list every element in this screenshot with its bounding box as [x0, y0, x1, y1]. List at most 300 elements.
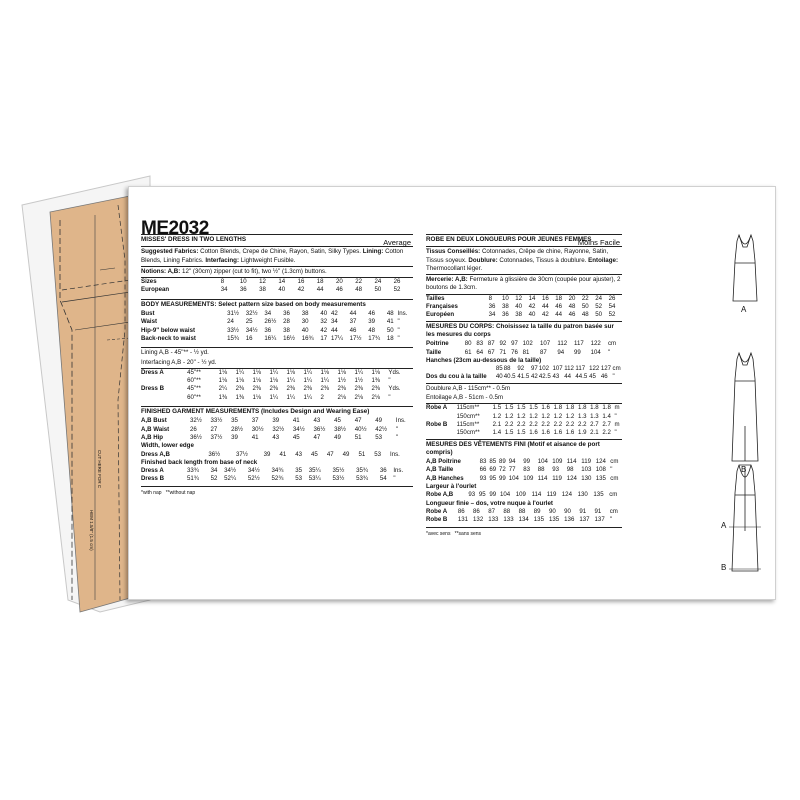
table-cell: 109 [523, 474, 534, 482]
table-cell: 93 [552, 466, 560, 474]
table-cell: 104 [590, 348, 601, 356]
table-cell: 50 [374, 286, 382, 294]
body-measurements-table-fr-2 [426, 365, 622, 382]
table-row [141, 451, 413, 459]
table-row [141, 286, 413, 294]
table-cell: 1⅛ [252, 368, 262, 376]
back-length-table-fr [426, 508, 622, 525]
row-label: Taille [426, 348, 442, 356]
row-label: A,B Waist [141, 425, 170, 433]
table-cell: 2.2 [577, 420, 587, 428]
pattern-title-fr: ROBE EN DEUX LONGUEURS POUR JEUNES FEMMES [426, 236, 592, 243]
tissue-label-cut: CUT HERE FOR C [97, 450, 102, 489]
table-cell: 93 [479, 474, 487, 482]
table-cell: 45 [292, 433, 300, 441]
table-cell: 2⅜ [235, 385, 245, 393]
table-cell: 1¼ [235, 368, 245, 376]
table-cell: 69 [489, 466, 497, 474]
table-cell: 43 [552, 373, 560, 381]
table-cell: 107 [540, 340, 551, 348]
table-cell: 12 [259, 278, 266, 286]
table-cell: 42 [297, 286, 305, 294]
table-cell: 119 [581, 458, 591, 466]
table-cell: 42.5 [538, 373, 551, 381]
table-cell: 34½ [224, 467, 237, 475]
table-row [426, 365, 622, 373]
lining-yardage-fr: Doublure A,B - 115cm** - 0.5m [426, 384, 511, 392]
table-cell: 37 [349, 318, 357, 326]
table-cell: 34½ [245, 326, 258, 334]
table-cell: 1.2 [504, 412, 514, 420]
table-cell: 45 [334, 417, 341, 425]
row-label: Robe A [426, 507, 448, 515]
table-cell: 40 [320, 310, 328, 318]
table-cell: 119 [546, 491, 557, 499]
row-label: Back-neck to waist [141, 334, 196, 342]
table-cell: 30½ [251, 425, 264, 433]
table-cell: 1.8 [602, 404, 611, 412]
table-cell: 72 [499, 466, 506, 474]
table-cell: 2.2 [541, 420, 550, 428]
table-cell: 47 [313, 433, 321, 441]
table-cell: 48 [568, 303, 576, 311]
table-cell: 32½ [189, 417, 202, 425]
table-cell: 42 [320, 326, 328, 334]
table-cell: 122 [589, 365, 600, 373]
table-cell: 135 [548, 516, 560, 524]
table-cell: 1.3 [577, 412, 587, 420]
body-measurements-table [141, 310, 413, 343]
table-cell: 124 [566, 474, 577, 482]
table-cell: cm [609, 507, 618, 515]
table-cell: 91 [594, 507, 602, 515]
technical-sketches [715, 231, 775, 591]
table-cell: 51 [358, 450, 366, 458]
table-cell: 39 [368, 318, 376, 326]
table-row [141, 335, 413, 343]
row-label [426, 429, 457, 437]
table-cell: 51¾ [186, 475, 199, 483]
back-length-label: Finished back length from base of neck [141, 458, 258, 466]
fabrics-text: Suggested Fabrics: Cotton Blends, Crepe de Chine, Rayon, Satin, Silky Types. Lining: Cotton Blends, Lining Fabrics. Interfacing: Lightweight Fusible. [141, 248, 404, 264]
table-cell: 1.5 [504, 429, 514, 437]
table-cell: " [397, 318, 400, 326]
table-cell: 1¼ [286, 393, 295, 401]
table-cell: 108 [595, 466, 606, 474]
table-cell: Ins. [390, 450, 400, 458]
table-cell: 50 [581, 303, 589, 311]
table-cell: 37½ [210, 433, 223, 441]
english-column [141, 187, 413, 497]
table-cell: 130 [577, 491, 588, 499]
table-row [426, 516, 622, 524]
table-cell: 117 [575, 365, 586, 373]
table-cell: Yds. [388, 385, 401, 393]
table-cell: " [612, 373, 615, 381]
table-cell: 36 [379, 467, 387, 475]
table-cell: 102 [538, 365, 550, 373]
table-cell: " [395, 433, 399, 441]
table-cell: 90 [548, 507, 556, 515]
table-row [141, 327, 413, 335]
table-cell: 30 [301, 318, 309, 326]
table-cell: 115cm** [456, 420, 480, 428]
table-cell: 32 [320, 318, 328, 326]
table-cell: 43 [295, 450, 303, 458]
table-cell: 16 [297, 278, 305, 286]
table-cell: 1⅛ [218, 377, 228, 385]
table-cell: 2⅜ [354, 385, 363, 393]
table-cell: 45"** [187, 368, 201, 376]
table-cell: 1.8 [577, 404, 587, 412]
table-cell: 99 [523, 458, 530, 466]
row-label: Dress B [141, 385, 165, 393]
table-row [141, 467, 413, 475]
table-row [426, 373, 622, 381]
table-cell: 40.5 [503, 373, 516, 381]
table-cell: 137 [594, 516, 605, 524]
table-cell: 16 [541, 294, 549, 302]
table-cell: 34¾ [271, 467, 284, 475]
table-cell: 92 [499, 340, 507, 348]
table-cell: 40 [301, 326, 309, 334]
table-cell: 2⅜ [286, 385, 295, 393]
table-cell: 135 [595, 474, 606, 482]
table-cell: 87 [488, 507, 496, 515]
table-cell: 1.8 [553, 404, 563, 412]
table-row [426, 458, 622, 466]
table-cell: 34 [220, 286, 228, 294]
table-cell: 1⅜ [371, 377, 380, 385]
table-cell: 2⅜ [303, 385, 312, 393]
table-cell: 1⅛ [252, 377, 262, 385]
body-measurements-title: BODY MEASUREMENTS: Select pattern size based on body measurements [141, 300, 366, 308]
table-cell: 114 [566, 458, 577, 466]
table-cell: 46 [555, 303, 563, 311]
table-cell: 114 [537, 474, 548, 482]
table-row [426, 421, 622, 429]
row-label: A,B Hanches [426, 474, 464, 482]
table-cell: 46 [336, 286, 343, 294]
table-cell: 2⅛ [354, 393, 363, 401]
table-cell: 34 [330, 318, 338, 326]
table-cell: 99 [489, 491, 497, 499]
body-measurements-title-fr: MESURES DU CORPS: Choisissez la taille du patron basée sur les mesures du corps [426, 322, 614, 338]
table-cell: 86 [473, 507, 480, 515]
row-label: A,B Poitrine [426, 458, 461, 466]
table-cell: 40 [528, 311, 536, 319]
table-cell: 41 [251, 433, 259, 441]
table-cell: Ins. [397, 310, 408, 318]
table-cell: 86 [457, 507, 465, 515]
finished-measurements-table-fr [426, 458, 622, 483]
table-cell: 1⅛ [320, 368, 329, 376]
table-cell: 135 [533, 516, 544, 524]
table-cell: 2.7 [590, 420, 599, 428]
table-row [141, 394, 413, 402]
table-cell: 17¼ [330, 334, 343, 342]
table-cell: cm [608, 340, 617, 348]
table-cell: " [614, 429, 617, 437]
table-cell: 39 [272, 417, 280, 425]
table-cell: 43 [272, 433, 280, 441]
table-cell: 47 [354, 417, 362, 425]
row-label [141, 394, 187, 402]
table-cell: 2.2 [602, 429, 611, 437]
table-cell: 34 [210, 467, 218, 475]
table-cell: 131 [457, 516, 469, 524]
table-cell: 40 [515, 303, 523, 311]
table-cell: 22 [581, 294, 589, 302]
table-row [426, 508, 622, 516]
table-cell: 18 [316, 278, 324, 286]
skill-level-fr: Moins Facile [577, 238, 620, 247]
tissue-label-hem: HEM 1.5/8" (1.5 cm) [89, 510, 94, 551]
table-cell: 2⅜ [371, 385, 380, 393]
interfacing-yardage: Interfacing A,B - 20" - ½ yd. [141, 358, 217, 366]
table-cell: 2.2 [553, 420, 563, 428]
notions-text: Notions: A,B: 12" (30cm) zipper (cut to fit), two ½" (1.3cm) buttons. [141, 267, 327, 275]
table-cell: 26 [189, 425, 197, 433]
table-cell: " [388, 377, 391, 385]
table-cell: 18 [386, 334, 394, 342]
table-row [141, 426, 413, 434]
table-cell: 54 [379, 475, 387, 483]
table-cell: 46 [368, 310, 376, 318]
interfacing-yardage-fr: Entoilage A,B - 51cm - 0.5m [426, 394, 504, 402]
table-cell: 119 [552, 474, 562, 482]
table-cell: 32½ [245, 310, 258, 318]
table-cell: 8 [220, 278, 225, 286]
table-cell: 16½ [283, 334, 295, 342]
table-cell: 42 [330, 310, 338, 318]
table-cell: 33¾ [186, 467, 199, 475]
table-cell: 1⅛ [235, 377, 245, 385]
table-cell: 26 [608, 294, 616, 302]
table-cell: 42 [528, 303, 536, 311]
table-row [141, 278, 413, 286]
table-cell: 83 [479, 458, 487, 466]
table-cell: 50 [595, 311, 603, 319]
table-cell: 17¾ [368, 334, 381, 342]
table-cell: 1.8 [590, 404, 599, 412]
table-cell: 50 [386, 326, 394, 334]
table-cell: 104 [499, 491, 511, 499]
row-label [141, 377, 187, 385]
table-cell: 92 [517, 365, 525, 373]
table-row [141, 475, 413, 483]
table-cell: 66 [479, 466, 487, 474]
table-cell: 36½ [313, 425, 326, 433]
table-cell: cm [609, 491, 618, 499]
sketch-label-back-b: B [721, 563, 727, 572]
table-cell: 135 [593, 491, 604, 499]
table-cell: 1.4 [492, 429, 502, 437]
table-cell: 52 [210, 475, 218, 483]
table-cell: 1.8 [565, 404, 575, 412]
table-cell: Ins. [395, 417, 406, 425]
yardage-table-fr [426, 404, 622, 437]
width-label-fr: Largeur à l'ourlet [426, 483, 477, 491]
table-row [426, 404, 622, 412]
table-cell: 31½ [227, 310, 240, 318]
table-cell: 1.5 [492, 404, 502, 412]
table-cell: " [610, 466, 613, 474]
table-cell: 1.2 [565, 412, 575, 420]
table-cell: 2.7 [602, 420, 611, 428]
table-cell: 104 [537, 458, 548, 466]
table-row [426, 475, 622, 483]
table-cell: 36 [239, 286, 247, 294]
table-cell: 132 [473, 516, 484, 524]
table-cell: 38 [515, 311, 523, 319]
row-label: Waist [141, 318, 158, 326]
table-cell: 40½ [354, 425, 367, 433]
table-cell: 24 [595, 294, 603, 302]
table-cell: 1⅜ [235, 393, 245, 401]
width-table-fr [426, 491, 622, 499]
table-cell: 1⅛ [218, 368, 228, 376]
table-cell: 133 [503, 516, 514, 524]
table-cell: 36½ [208, 450, 221, 458]
table-cell: 48 [386, 310, 394, 318]
french-column [426, 187, 622, 538]
table-cell: 2⅛ [371, 393, 380, 401]
table-row [426, 311, 622, 319]
table-cell: 2⅜ [337, 385, 346, 393]
table-cell: 34½ [292, 425, 305, 433]
table-cell: 99 [499, 474, 506, 482]
table-cell: 25 [245, 318, 253, 326]
row-label: Tailles [426, 294, 445, 302]
table-cell: 1.5 [529, 404, 538, 412]
table-cell: 34½ [247, 467, 260, 475]
table-cell: 44.5 [575, 373, 588, 381]
table-cell: 80 [464, 340, 472, 348]
body-measurements-table-fr [426, 340, 622, 357]
pattern-code: ME2032 [141, 218, 209, 239]
table-cell: 122 [590, 340, 601, 348]
table-cell: 36 [501, 311, 509, 319]
table-cell: 45"** [187, 385, 201, 393]
table-cell: 107 [552, 365, 563, 373]
table-cell: 95 [478, 491, 486, 499]
table-cell: 35½ [332, 467, 345, 475]
table-cell: 60"** [187, 377, 201, 385]
table-cell: 98 [566, 466, 574, 474]
table-cell: 1¼ [303, 393, 312, 401]
row-label: Robe A [426, 404, 448, 412]
table-cell: 114 [531, 491, 542, 499]
table-cell: 81 [522, 348, 530, 356]
table-cell: 1.6 [541, 429, 550, 437]
row-label: Françaises [426, 303, 458, 311]
table-row [426, 491, 622, 499]
table-cell: 45 [311, 450, 318, 458]
table-cell: 40 [495, 373, 503, 381]
table-cell: 24 [374, 278, 382, 286]
table-cell: 89 [533, 507, 541, 515]
footnote-nap: *with nap [141, 489, 162, 496]
table-cell: 150cm** [456, 429, 480, 437]
table-cell: 44 [541, 303, 549, 311]
width-label: Width, lower edge [141, 442, 194, 450]
table-cell: 88 [537, 466, 545, 474]
table-cell: " [397, 326, 400, 334]
table-cell: 18 [555, 294, 563, 302]
table-cell: 1.5 [504, 404, 514, 412]
table-cell: 28 [283, 318, 290, 326]
table-cell: m [614, 404, 620, 412]
table-cell: " [395, 425, 399, 433]
table-cell: 41 [292, 417, 300, 425]
table-cell: 49 [342, 450, 350, 458]
table-cell: 37½ [236, 450, 248, 458]
row-label: Bust [141, 310, 155, 318]
table-cell: 60"** [187, 393, 201, 401]
table-cell: 53 [375, 433, 383, 441]
table-cell: 36 [283, 310, 290, 318]
table-cell: 124 [561, 491, 572, 499]
table-cell: 37 [251, 417, 259, 425]
table-cell: 1¼ [286, 377, 295, 385]
row-label [426, 413, 457, 421]
table-cell: 16¼ [264, 334, 277, 342]
table-cell: 36 [488, 303, 496, 311]
row-label: Poitrine [426, 340, 449, 348]
table-cell: 97 [531, 365, 538, 373]
table-cell: 52¼ [224, 475, 237, 483]
table-cell: 112 [564, 365, 574, 373]
table-cell: 28½ [231, 425, 243, 433]
table-cell: 36½ [189, 433, 202, 441]
table-cell: 40 [278, 286, 286, 294]
table-cell: cm [610, 458, 619, 466]
table-cell: 1½ [354, 377, 363, 385]
table-cell: 1.6 [529, 429, 538, 437]
row-label: Dress A [141, 467, 164, 475]
skill-level: Average [383, 238, 411, 247]
table-cell: 52 [595, 303, 603, 311]
table-cell: 83 [523, 466, 530, 474]
table-cell: 35 [231, 417, 238, 425]
row-label: Robe B [426, 516, 448, 524]
table-cell: 46 [600, 373, 608, 381]
table-cell: " [614, 412, 617, 420]
table-cell: 17½ [349, 334, 362, 342]
table-row [141, 417, 413, 425]
table-cell: 1¼ [320, 377, 329, 385]
table-cell: 1.9 [577, 429, 587, 437]
table-cell: 44 [555, 311, 563, 319]
back-length-label-fr: Longueur finie – dos, votre nuque à l'ourlet [426, 499, 553, 507]
table-row [141, 318, 413, 326]
table-cell: 1¼ [269, 368, 279, 376]
table-cell: 90 [564, 507, 571, 515]
table-cell: 103 [581, 466, 592, 474]
table-cell: 53½ [332, 475, 345, 483]
table-cell: 1¼ [269, 393, 279, 401]
table-cell: 1⅛ [269, 377, 279, 385]
row-label: Dress A,B [141, 450, 170, 458]
table-cell: 53¾ [356, 475, 368, 483]
table-cell: 1.2 [541, 412, 550, 420]
table-cell: 2.2 [504, 420, 514, 428]
table-cell: 136 [564, 516, 575, 524]
table-row [141, 434, 413, 442]
table-cell: 44 [564, 373, 572, 381]
table-cell: 115cm** [456, 404, 480, 412]
